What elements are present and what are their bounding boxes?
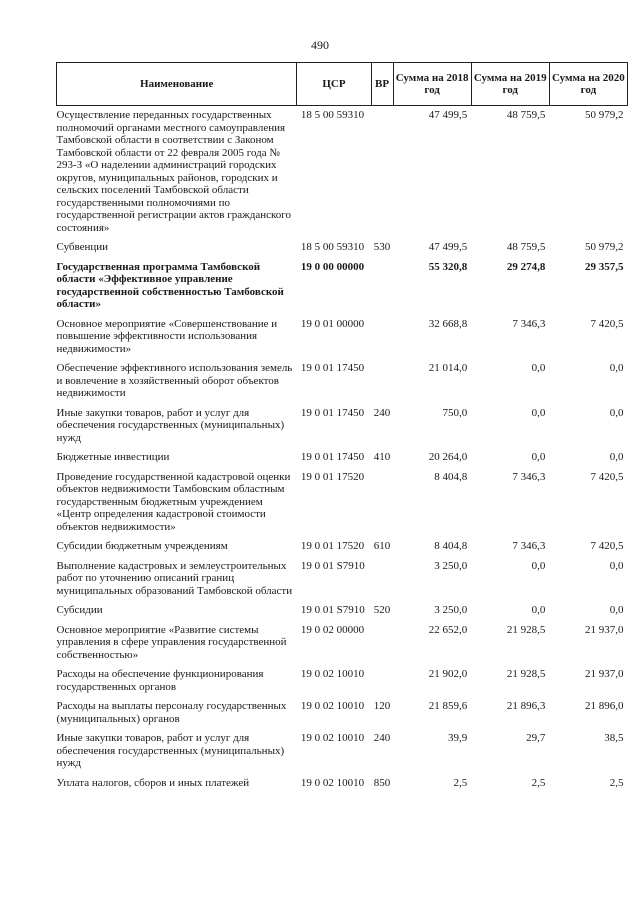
row-sum-2018: 750,0: [442, 406, 468, 419]
row-vr: [371, 468, 393, 538]
row-csr: 19 0 02 10010: [300, 776, 365, 789]
row-vr: [371, 359, 393, 404]
row-name: Осуществление переданных государственных полномочий органами местного самоуправления Тамбовской области в соответствии с Законом Тамбовской области от 22 февраля 2005 года № 293-З «О наделении администраций городских округов, муниципальных районов, городских и сельских поселений Тамбовской области государственными полномочиями по государственной регистрации актов гражданского состояния»: [56, 109, 291, 234]
row-sum-2019: 21 928,5: [506, 623, 546, 636]
row-csr: 19 0 00 00000: [300, 260, 365, 273]
row-sum-2019: 48 759,5: [506, 241, 546, 253]
row-name: Уплата налогов, сборов и иных платежей: [56, 776, 250, 789]
row-vr: 530: [373, 241, 391, 253]
page-number: 490: [311, 38, 329, 52]
row-vr: 610: [373, 540, 391, 552]
row-sum-2019: 0,0: [531, 604, 546, 616]
row-name: Субсидии бюджетным учреждениям: [56, 540, 228, 552]
row-sum-2018: 20 264,0: [428, 451, 468, 463]
row-sum-2019: 29,7: [526, 732, 546, 744]
header-sum-2018: Сумма на 2018 год: [393, 63, 471, 106]
table-row: [57, 258, 628, 315]
row-csr: 19 0 02 10010: [300, 668, 365, 680]
table-row: [57, 537, 628, 557]
table-row: [57, 468, 628, 538]
table-row: [57, 601, 628, 621]
table-row: [57, 315, 628, 360]
row-sum-2018: 3 250,0: [434, 604, 468, 616]
table-row: [57, 665, 628, 697]
row-sum-2020: 50 979,2: [585, 241, 624, 253]
row-name: Основное мероприятие «Развитие системы управления в сфере управления государственной собственностью»: [56, 623, 287, 661]
row-sum-2020: 21 937,0: [585, 668, 624, 680]
row-name: Проведение государственной кадастровой оценки объектов недвижимости Тамбовским областным государственным бюджетным учреждением «Центр определения кадастровой стоимости объектов недвижимости»: [56, 470, 291, 533]
row-sum-2019: 2,5: [531, 776, 546, 789]
row-sum-2018: 8 404,8: [434, 470, 468, 483]
table-row: [57, 729, 628, 774]
row-sum-2018: 21 014,0: [428, 362, 468, 374]
row-csr: 19 0 02 10010: [300, 732, 365, 744]
header-vr: ВР: [371, 63, 393, 106]
row-sum-2018: 21 859,6: [428, 700, 468, 712]
header-name: Наименование: [57, 63, 297, 106]
row-csr: 19 0 01 17450: [300, 451, 365, 463]
row-csr: 19 0 01 17450: [300, 406, 365, 419]
table-row: [57, 697, 628, 729]
row-sum-2020: 7 420,5: [590, 470, 624, 483]
row-sum-2020: 7 420,5: [590, 540, 624, 552]
row-name: Расходы на обеспечение функционирования государственных органов: [56, 668, 264, 693]
table-row: [57, 557, 628, 602]
row-csr: 19 0 02 00000: [300, 623, 365, 636]
row-csr: 19 0 01 S7910: [300, 559, 365, 572]
row-csr: 19 0 01 17450: [300, 362, 365, 374]
row-sum-2019: 21 928,5: [506, 668, 546, 680]
row-name: Государственная программа Тамбовской области «Эффективное управление государственной собственностью Тамбовской области»: [56, 260, 284, 310]
row-name: Расходы на выплаты персоналу государственных (муниципальных) органов: [56, 700, 287, 725]
row-sum-2018: 3 250,0: [434, 559, 468, 572]
row-name: Субвенции: [56, 241, 109, 253]
row-sum-2019: 21 896,3: [506, 700, 546, 712]
row-sum-2020: 0,0: [609, 604, 624, 616]
table-row: [57, 621, 628, 666]
row-vr: 410: [373, 451, 391, 463]
row-sum-2018: 47 499,5: [428, 109, 468, 121]
row-vr: 240: [373, 406, 391, 419]
row-sum-2019: 0,0: [531, 451, 546, 463]
row-name: Субсидии: [56, 604, 103, 616]
row-sum-2020: 7 420,5: [590, 317, 624, 330]
row-sum-2018: 8 404,8: [434, 540, 468, 552]
row-sum-2018: 21 902,0: [428, 668, 468, 680]
row-csr: 18 5 00 59310: [300, 109, 365, 121]
table-row: [57, 359, 628, 404]
table-row: [57, 774, 628, 794]
table-row: [57, 106, 628, 239]
row-sum-2019: 48 759,5: [506, 109, 546, 121]
row-vr: 850: [373, 776, 391, 789]
row-name: Иные закупки товаров, работ и услуг для обеспечения государственных (муниципальных) нужд: [56, 406, 285, 444]
row-sum-2018: 32 668,8: [428, 317, 468, 330]
row-name: Иные закупки товаров, работ и услуг для обеспечения государственных (муниципальных) нужд: [56, 732, 285, 769]
header-sum-2019: Сумма на 2019 год: [471, 63, 549, 106]
table-body: [57, 106, 628, 794]
row-vr: [371, 258, 393, 315]
row-vr: [371, 665, 393, 697]
row-vr: 240: [373, 732, 391, 744]
row-sum-2019: 0,0: [531, 406, 546, 419]
row-sum-2020: 38,5: [604, 732, 624, 744]
budget-table: [56, 62, 628, 793]
row-vr: [371, 315, 393, 360]
row-sum-2018: 22 652,0: [428, 623, 468, 636]
row-csr: 19 0 01 00000: [300, 317, 365, 330]
header-sum-2020: Сумма на 2020 год: [549, 63, 627, 106]
row-vr: [371, 621, 393, 666]
row-sum-2018: 2,5: [453, 776, 468, 789]
row-name: Выполнение кадастровых и землеустроительных работ по уточнению описаний границ муниципальных образований Тамбовской области: [56, 559, 293, 597]
row-sum-2018: 39,9: [447, 732, 468, 744]
row-sum-2019: 7 346,3: [512, 540, 546, 552]
row-sum-2020: 0,0: [609, 451, 624, 463]
row-name: Обеспечение эффективного использования земель и вовлечение в хозяйственный оборот объектов недвижимости: [56, 362, 293, 399]
row-sum-2020: 0,0: [609, 559, 624, 572]
header-csr: ЦСР: [297, 63, 371, 106]
row-sum-2020: 0,0: [609, 362, 624, 374]
table-header: [57, 63, 628, 106]
table-row: [57, 404, 628, 449]
row-name: Бюджетные инвестиции: [56, 451, 170, 463]
row-sum-2019: 7 346,3: [512, 317, 546, 330]
row-sum-2020: 21 937,0: [585, 623, 624, 636]
row-vr: 520: [373, 604, 391, 616]
row-name: Основное мероприятие «Совершенствование и повышение эффективности использования недвижимости»: [56, 317, 278, 355]
row-sum-2019: 29 274,8: [506, 260, 546, 273]
row-sum-2019: 0,0: [531, 362, 546, 374]
row-csr: 18 5 00 59310: [300, 241, 365, 253]
row-sum-2020: 21 896,0: [585, 700, 624, 712]
row-vr: 120: [373, 700, 391, 712]
row-csr: 19 0 01 17520: [300, 540, 365, 552]
row-sum-2020: 2,5: [609, 776, 624, 789]
row-sum-2020: 0,0: [609, 406, 624, 419]
table-row: [57, 448, 628, 468]
row-sum-2018: 55 320,8: [428, 260, 468, 273]
table-row: [57, 238, 628, 258]
row-vr: [371, 557, 393, 602]
row-csr: 19 0 01 17520: [300, 470, 365, 483]
row-sum-2019: 7 346,3: [512, 470, 546, 483]
row-sum-2019: 0,0: [531, 559, 546, 572]
row-sum-2020: 50 979,2: [585, 109, 624, 121]
row-sum-2018: 47 499,5: [428, 241, 468, 253]
row-vr: [371, 106, 393, 239]
row-sum-2020: 29 357,5: [585, 260, 624, 273]
row-csr: 19 0 01 S7910: [300, 604, 365, 616]
row-csr: 19 0 02 10010: [300, 700, 365, 712]
